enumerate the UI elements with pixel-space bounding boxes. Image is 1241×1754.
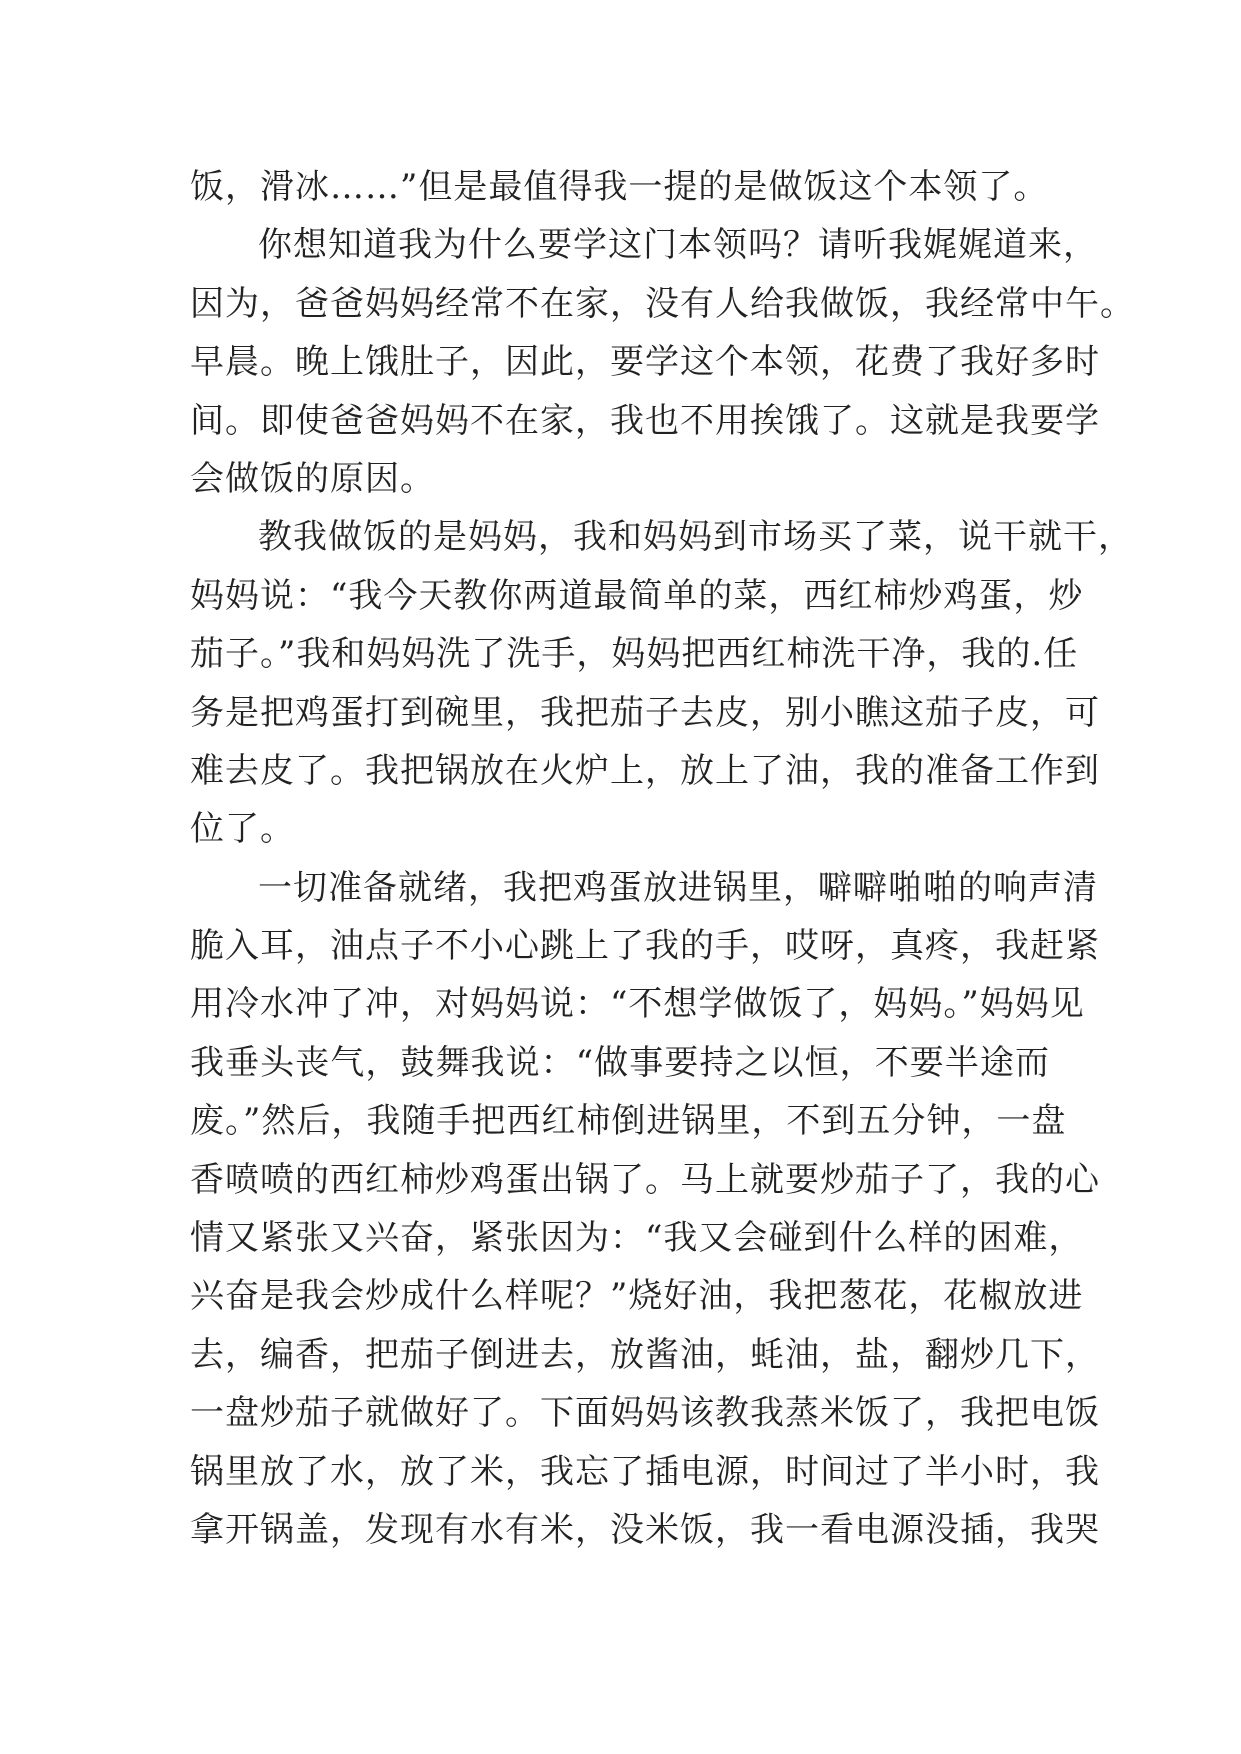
text-line: 早晨。晚上饿肚子，因此，要学这个本领，花费了我好多时 <box>190 342 1100 383</box>
text-line: 锅里放了水，放了米，我忘了插电源，时间过了半小时，我 <box>190 1451 1100 1492</box>
text-line: 我垂头丧气，鼓舞我说：“做事要持之以恒，不要半途而 <box>190 1042 1050 1083</box>
essay-body <box>190 158 1135 1559</box>
text-line: 情又紧张又兴奋，紧张因为：“我又会碰到什么样的困难， <box>190 1218 1084 1259</box>
text-line: 废。”然后，我随手把西红柿倒进锅里，不到五分钟，一盘 <box>190 1101 1067 1142</box>
text-line: 位了。 <box>190 809 295 850</box>
text-line: 脆入耳，油点子不小心跳上了我的手，哎呀，真疼，我赶紧 <box>190 926 1100 967</box>
text-line: 教我做饭的是妈妈，我和妈妈到市场买了菜，说干就干， <box>258 517 1133 558</box>
text-line: 难去皮了。我把锅放在火炉上，放上了油，我的准备工作到 <box>190 750 1100 791</box>
text-line: 一切准备就绪，我把鸡蛋放进锅里，噼噼啪啪的响声清 <box>258 867 1098 908</box>
text-line: 茄子。”我和妈妈洗了洗手，妈妈把西红柿洗干净，我的.任 <box>190 634 1079 675</box>
text-line: 妈妈说：“我今天教你两道最简单的菜，西红柿炒鸡蛋，炒 <box>190 575 1084 616</box>
text-line: 会做饭的原因。 <box>190 458 435 499</box>
text-line: 饭，滑冰……”但是最值得我一提的是做饭这个本领了。 <box>190 167 1049 207</box>
text-line: 用冷水冲了冲，对妈妈说：“不想学做饭了，妈妈。”妈妈见 <box>190 984 1085 1025</box>
text-line: 你想知道我为什么要学这门本领吗？请听我娓娓道来， <box>258 225 1098 266</box>
text-line: 去，编香，把茄子倒进去，放酱油，蚝油，盐，翻炒几下， <box>190 1334 1100 1375</box>
text-line: 因为，爸爸妈妈经常不在家，没有人给我做饭，我经常中午。 <box>190 283 1135 324</box>
text-line: 务是把鸡蛋打到碗里，我把茄子去皮，别小瞧这茄子皮，可 <box>190 692 1100 733</box>
text-line: 香喷喷的西红柿炒鸡蛋出锅了。马上就要炒茄子了，我的心 <box>190 1159 1100 1200</box>
text-line: 拿开锅盖，发现有水有米，没米饭，我一看电源没插，我哭 <box>190 1509 1100 1550</box>
text-line: 一盘炒茄子就做好了。下面妈妈该教我蒸米饭了，我把电饭 <box>190 1393 1100 1434</box>
text-line: 间。即使爸爸妈妈不在家，我也不用挨饿了。这就是我要学 <box>190 400 1100 441</box>
text-line: 兴奋是我会炒成什么样呢？”烧好油，我把葱花，花椒放进 <box>190 1276 1084 1317</box>
